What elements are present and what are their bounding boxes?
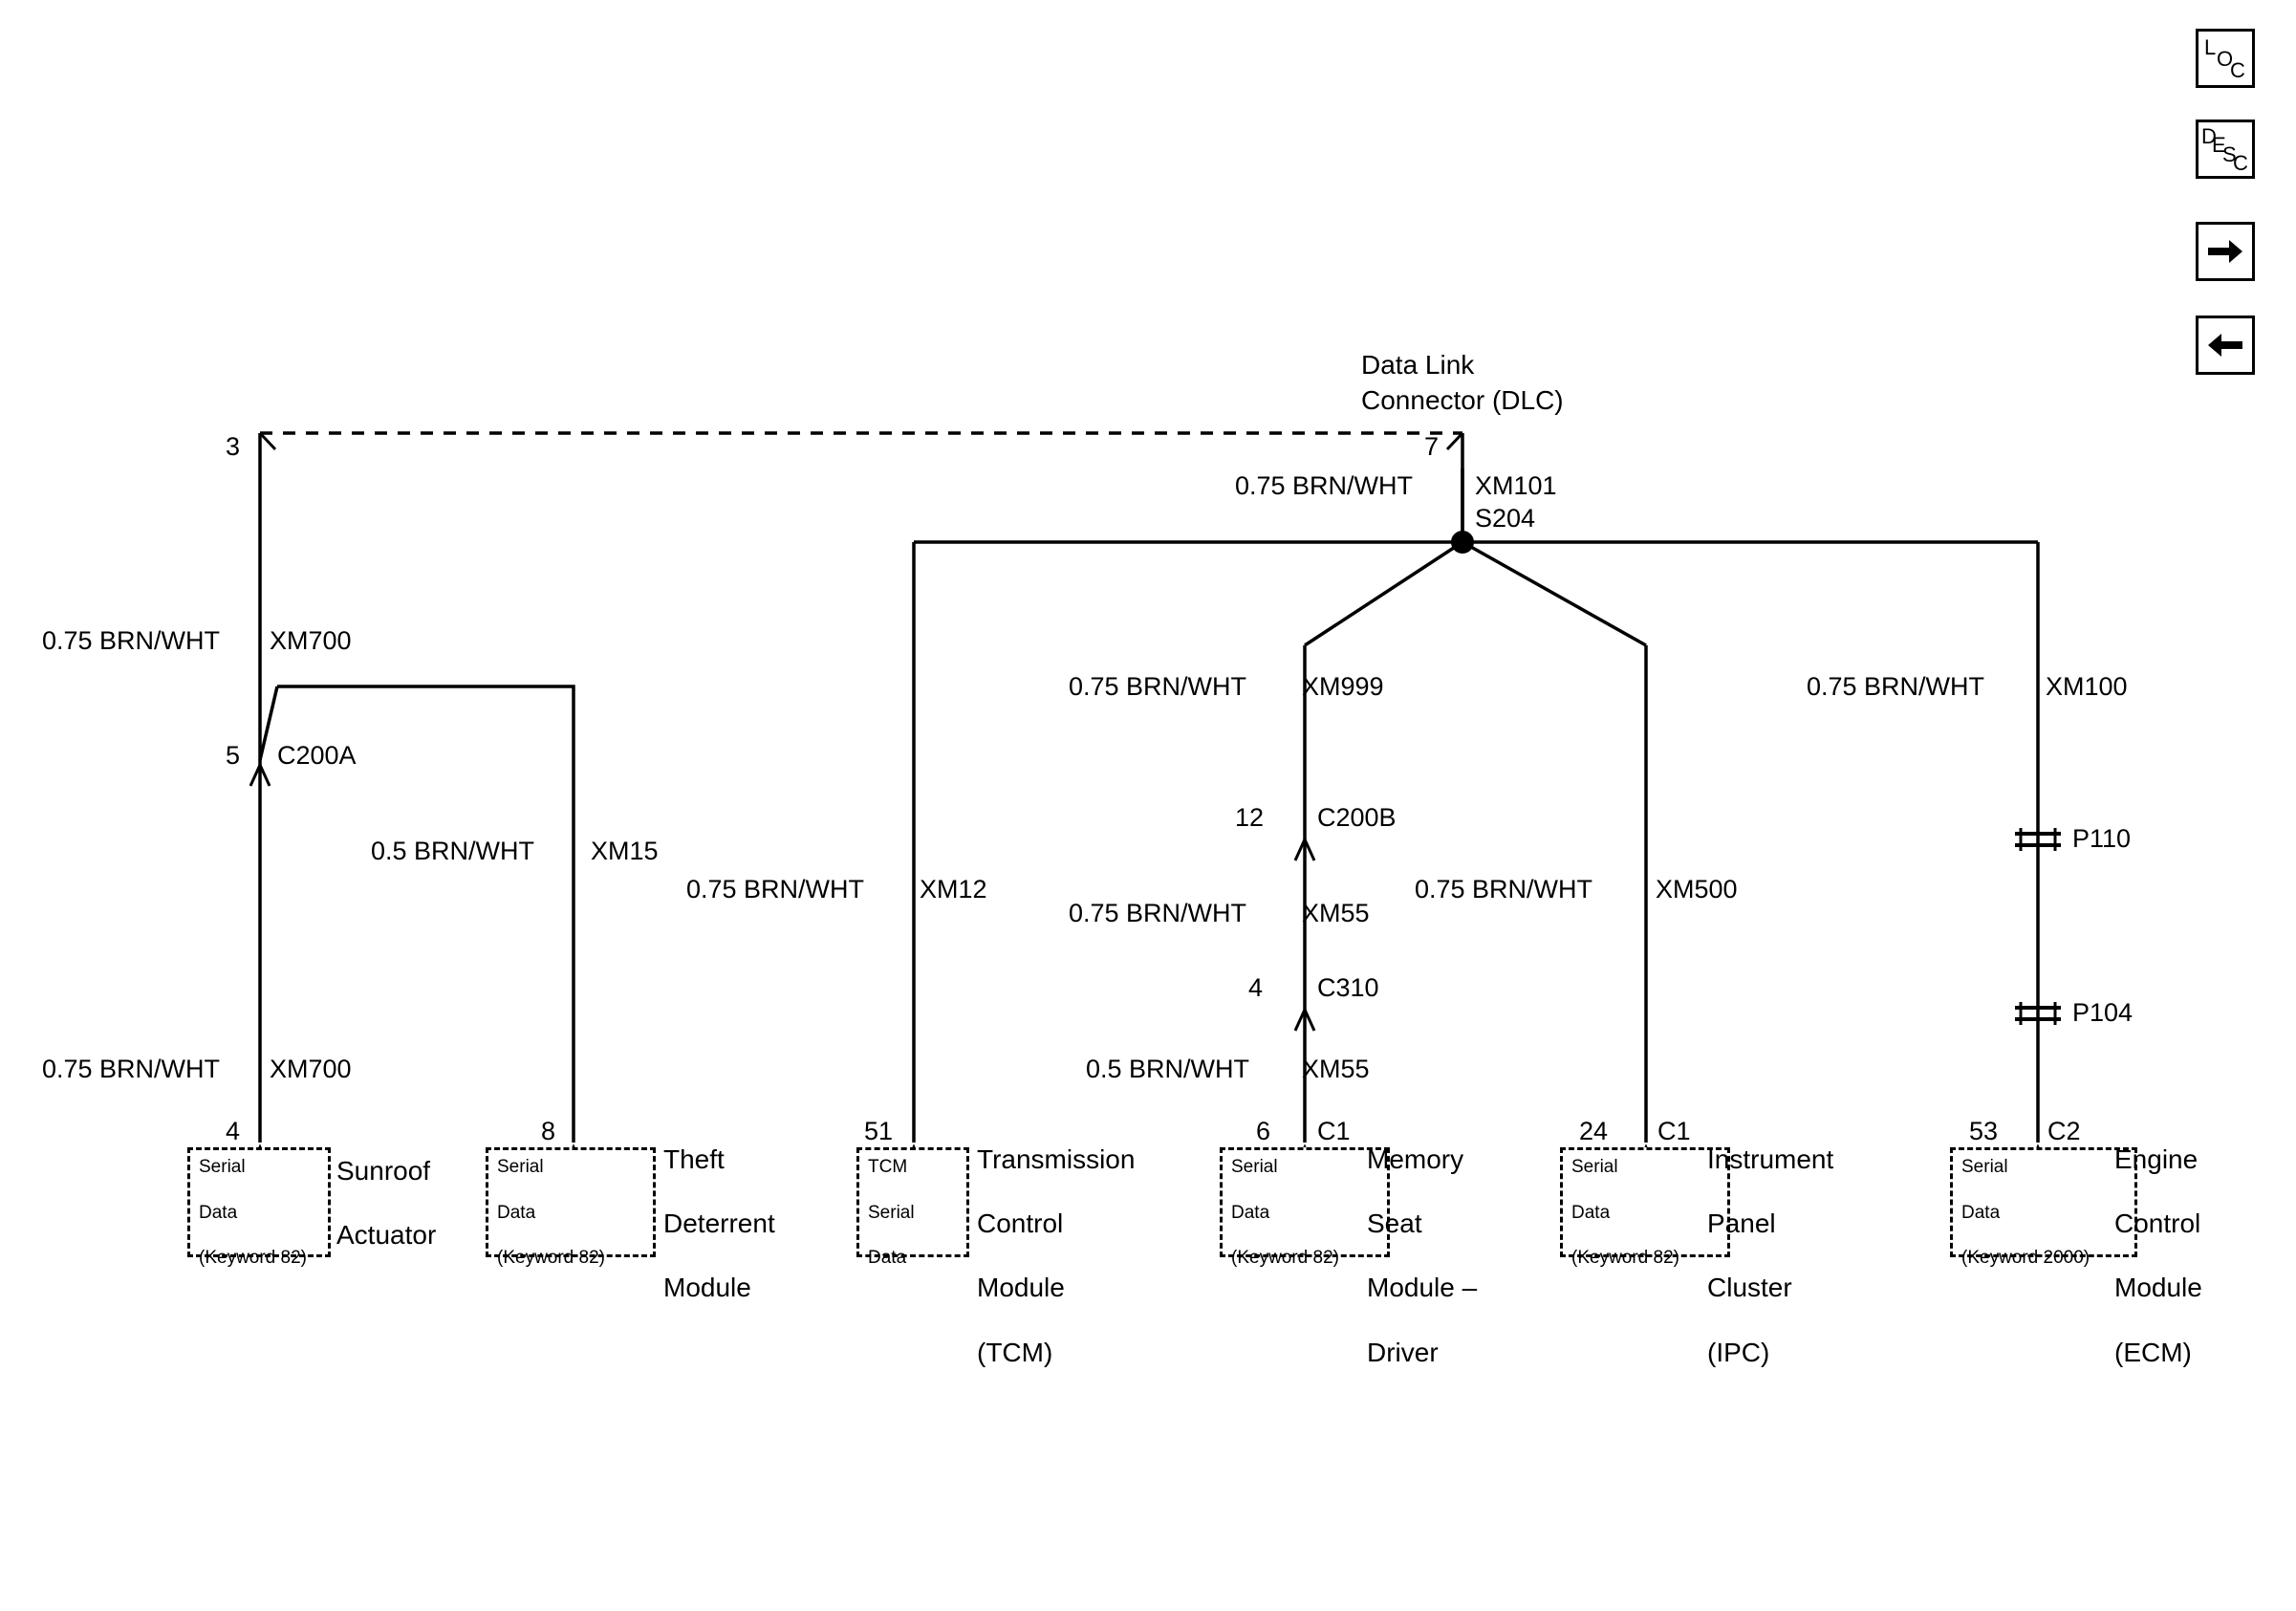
sunroof-serial-data-box xyxy=(187,1147,331,1268)
branch-theft-wire-top: 0.5 BRN/WHT xyxy=(371,837,535,865)
connector-c200a-pin: 5 xyxy=(226,741,241,770)
ecm-box-line1: Serial xyxy=(1961,1157,2008,1177)
dlc-main-wire-label: 0.75 BRN/WHT xyxy=(1235,471,1414,500)
ipc-serial-data-box xyxy=(1560,1147,1730,1268)
engine-control-module-name xyxy=(2114,1143,2202,1368)
ipc-box-line3: (Keyword 82) xyxy=(1571,1248,1679,1268)
branch-tcm-circuit-top: XM12 xyxy=(920,875,987,903)
theft-deterrent-module-name xyxy=(663,1143,775,1304)
branch-theft-circuit-top: XM15 xyxy=(591,837,659,865)
sunroof-actuator-name xyxy=(336,1155,436,1252)
theft-box-line1: Serial xyxy=(497,1157,544,1177)
next-page-button[interactable] xyxy=(2196,222,2255,281)
seat-serial-data-box xyxy=(1220,1147,1390,1268)
tcm-box-line2: Serial xyxy=(868,1202,915,1223)
ecm-name-line3: Module xyxy=(2114,1273,2202,1303)
branch-ipc-wire-top: 0.75 BRN/WHT xyxy=(1415,875,1593,903)
desc-char-1: D xyxy=(2201,124,2217,148)
branch-seat-circuit-mid: XM55 xyxy=(1302,899,1370,927)
connector-c310-pin: 4 xyxy=(1248,973,1264,1002)
ecm-name-line2: Control xyxy=(2114,1208,2201,1239)
theft-box-line3: (Keyword 82) xyxy=(497,1248,605,1268)
tcm-pin: 51 xyxy=(864,1117,894,1145)
ecm-serial-data-box xyxy=(1950,1147,2137,1268)
prev-page-button[interactable] xyxy=(2196,316,2255,375)
ecm-pin: 53 xyxy=(1969,1117,1999,1145)
instrument-panel-cluster-name xyxy=(1707,1143,1833,1368)
loc-char-1: L xyxy=(2204,35,2217,59)
theft-name-line3: Module xyxy=(663,1273,751,1303)
loc-button[interactable] xyxy=(2196,29,2255,88)
tcm-box-line1: TCM xyxy=(868,1157,908,1177)
ipc-name-line3: Cluster xyxy=(1707,1273,1792,1303)
ipc-name-line4: (IPC) xyxy=(1707,1337,1770,1367)
sunroof-box-line1: Serial xyxy=(199,1157,246,1177)
memory-seat-module-name xyxy=(1367,1143,1477,1368)
connector-c200b-pin: 12 xyxy=(1235,803,1265,832)
branch-seat-circuit-top: XM999 xyxy=(1302,672,1384,701)
ipc-pin: 24 xyxy=(1579,1117,1609,1145)
theft-name-line1: Theft xyxy=(663,1144,725,1174)
ecm-box-line3: (Keyword 2000) xyxy=(1961,1248,2090,1268)
branch-seat-wire-bottom: 0.5 BRN/WHT xyxy=(1086,1055,1250,1083)
ipc-name-line2: Panel xyxy=(1707,1208,1776,1239)
sunroof-pin: 4 xyxy=(226,1117,241,1145)
branch-ipc-circuit-top: XM500 xyxy=(1656,875,1738,903)
theft-pin: 8 xyxy=(541,1117,556,1145)
seat-name-line3: Module – xyxy=(1367,1273,1478,1303)
branch-ecm-wire-top: 0.75 BRN/WHT xyxy=(1807,672,1985,701)
tcm-serial-data-box xyxy=(856,1147,969,1268)
dlc-pin-3: 3 xyxy=(226,432,241,461)
tcm-name-line4: (TCM) xyxy=(977,1337,1053,1367)
connector-c200b-label: C200B xyxy=(1317,803,1397,832)
branch-sunroof-circuit-top: XM700 xyxy=(270,626,352,655)
ecm-name-line4: (ECM) xyxy=(2114,1337,2192,1367)
tcm-name-line2: Control xyxy=(977,1208,1064,1239)
seat-box-line1: Serial xyxy=(1231,1157,1278,1177)
branch-seat-wire-top: 0.75 BRN/WHT xyxy=(1069,672,1247,701)
loc-char-3: C xyxy=(2230,58,2245,82)
connector-c200a-label: C200A xyxy=(277,741,357,770)
connector-p104-label: P104 xyxy=(2072,998,2134,1027)
seat-name-line1: Memory xyxy=(1367,1144,1464,1174)
tcm-name-line1: Transmission xyxy=(977,1144,1136,1174)
ecm-box-line2: Data xyxy=(1961,1202,2001,1223)
seat-pin: 6 xyxy=(1256,1117,1271,1145)
branch-sunroof-wire-bottom: 0.75 BRN/WHT xyxy=(42,1055,221,1083)
tcm-name-line3: Module xyxy=(977,1273,1065,1303)
desc-char-3: S xyxy=(2222,142,2237,166)
branch-tcm-wire-top: 0.75 BRN/WHT xyxy=(686,875,865,903)
desc-char-2: E xyxy=(2212,133,2226,157)
seat-terminal: C1 xyxy=(1317,1117,1351,1145)
sunroof-name-line1: Sunroof xyxy=(336,1156,431,1186)
ipc-terminal: C1 xyxy=(1657,1117,1691,1145)
sunroof-name-line2: Actuator xyxy=(336,1220,437,1251)
branch-seat-wire-mid: 0.75 BRN/WHT xyxy=(1069,899,1247,927)
sunroof-box-line3: (Keyword 82) xyxy=(199,1248,307,1268)
dlc-title-line1: Data Link xyxy=(1361,350,1475,380)
branch-sunroof-circuit-bottom: XM700 xyxy=(270,1055,352,1083)
seat-name-line2: Seat xyxy=(1367,1208,1422,1239)
theft-box-line2: Data xyxy=(497,1202,536,1223)
ecm-name-line1: Engine xyxy=(2114,1144,2199,1174)
tcm-box-line3: Data xyxy=(868,1248,907,1268)
theft-serial-data-box xyxy=(486,1147,656,1268)
theft-name-line2: Deterrent xyxy=(663,1208,775,1239)
connector-c310-label: C310 xyxy=(1317,973,1379,1002)
loc-char-2: O xyxy=(2217,47,2234,71)
arrow-right-icon xyxy=(2206,235,2244,268)
desc-button[interactable] xyxy=(2196,120,2255,179)
ecm-terminal: C2 xyxy=(2047,1117,2081,1145)
dlc-main-circuit-label: XM101 xyxy=(1475,471,1557,500)
arrow-left-icon xyxy=(2206,329,2244,361)
dlc-pin-7: 7 xyxy=(1424,432,1440,461)
transmission-control-module-name xyxy=(977,1143,1135,1368)
dlc-title-line2: Connector (DLC) xyxy=(1361,385,1564,415)
splice-s204-label: S204 xyxy=(1475,504,1536,533)
desc-char-4: C xyxy=(2233,151,2248,175)
branch-ecm-circuit-top: XM100 xyxy=(2046,672,2128,701)
connector-p110-label: P110 xyxy=(2072,824,2132,853)
seat-box-line3: (Keyword 82) xyxy=(1231,1248,1339,1268)
branch-seat-circuit-bottom: XM55 xyxy=(1302,1055,1370,1083)
branch-sunroof-wire-top: 0.75 BRN/WHT xyxy=(42,626,221,655)
ipc-box-line2: Data xyxy=(1571,1202,1611,1223)
seat-box-line2: Data xyxy=(1231,1202,1270,1223)
ipc-box-line1: Serial xyxy=(1571,1157,1618,1177)
ipc-name-line1: Instrument xyxy=(1707,1144,1834,1174)
sunroof-box-line2: Data xyxy=(199,1202,238,1223)
seat-name-line4: Driver xyxy=(1367,1337,1439,1367)
